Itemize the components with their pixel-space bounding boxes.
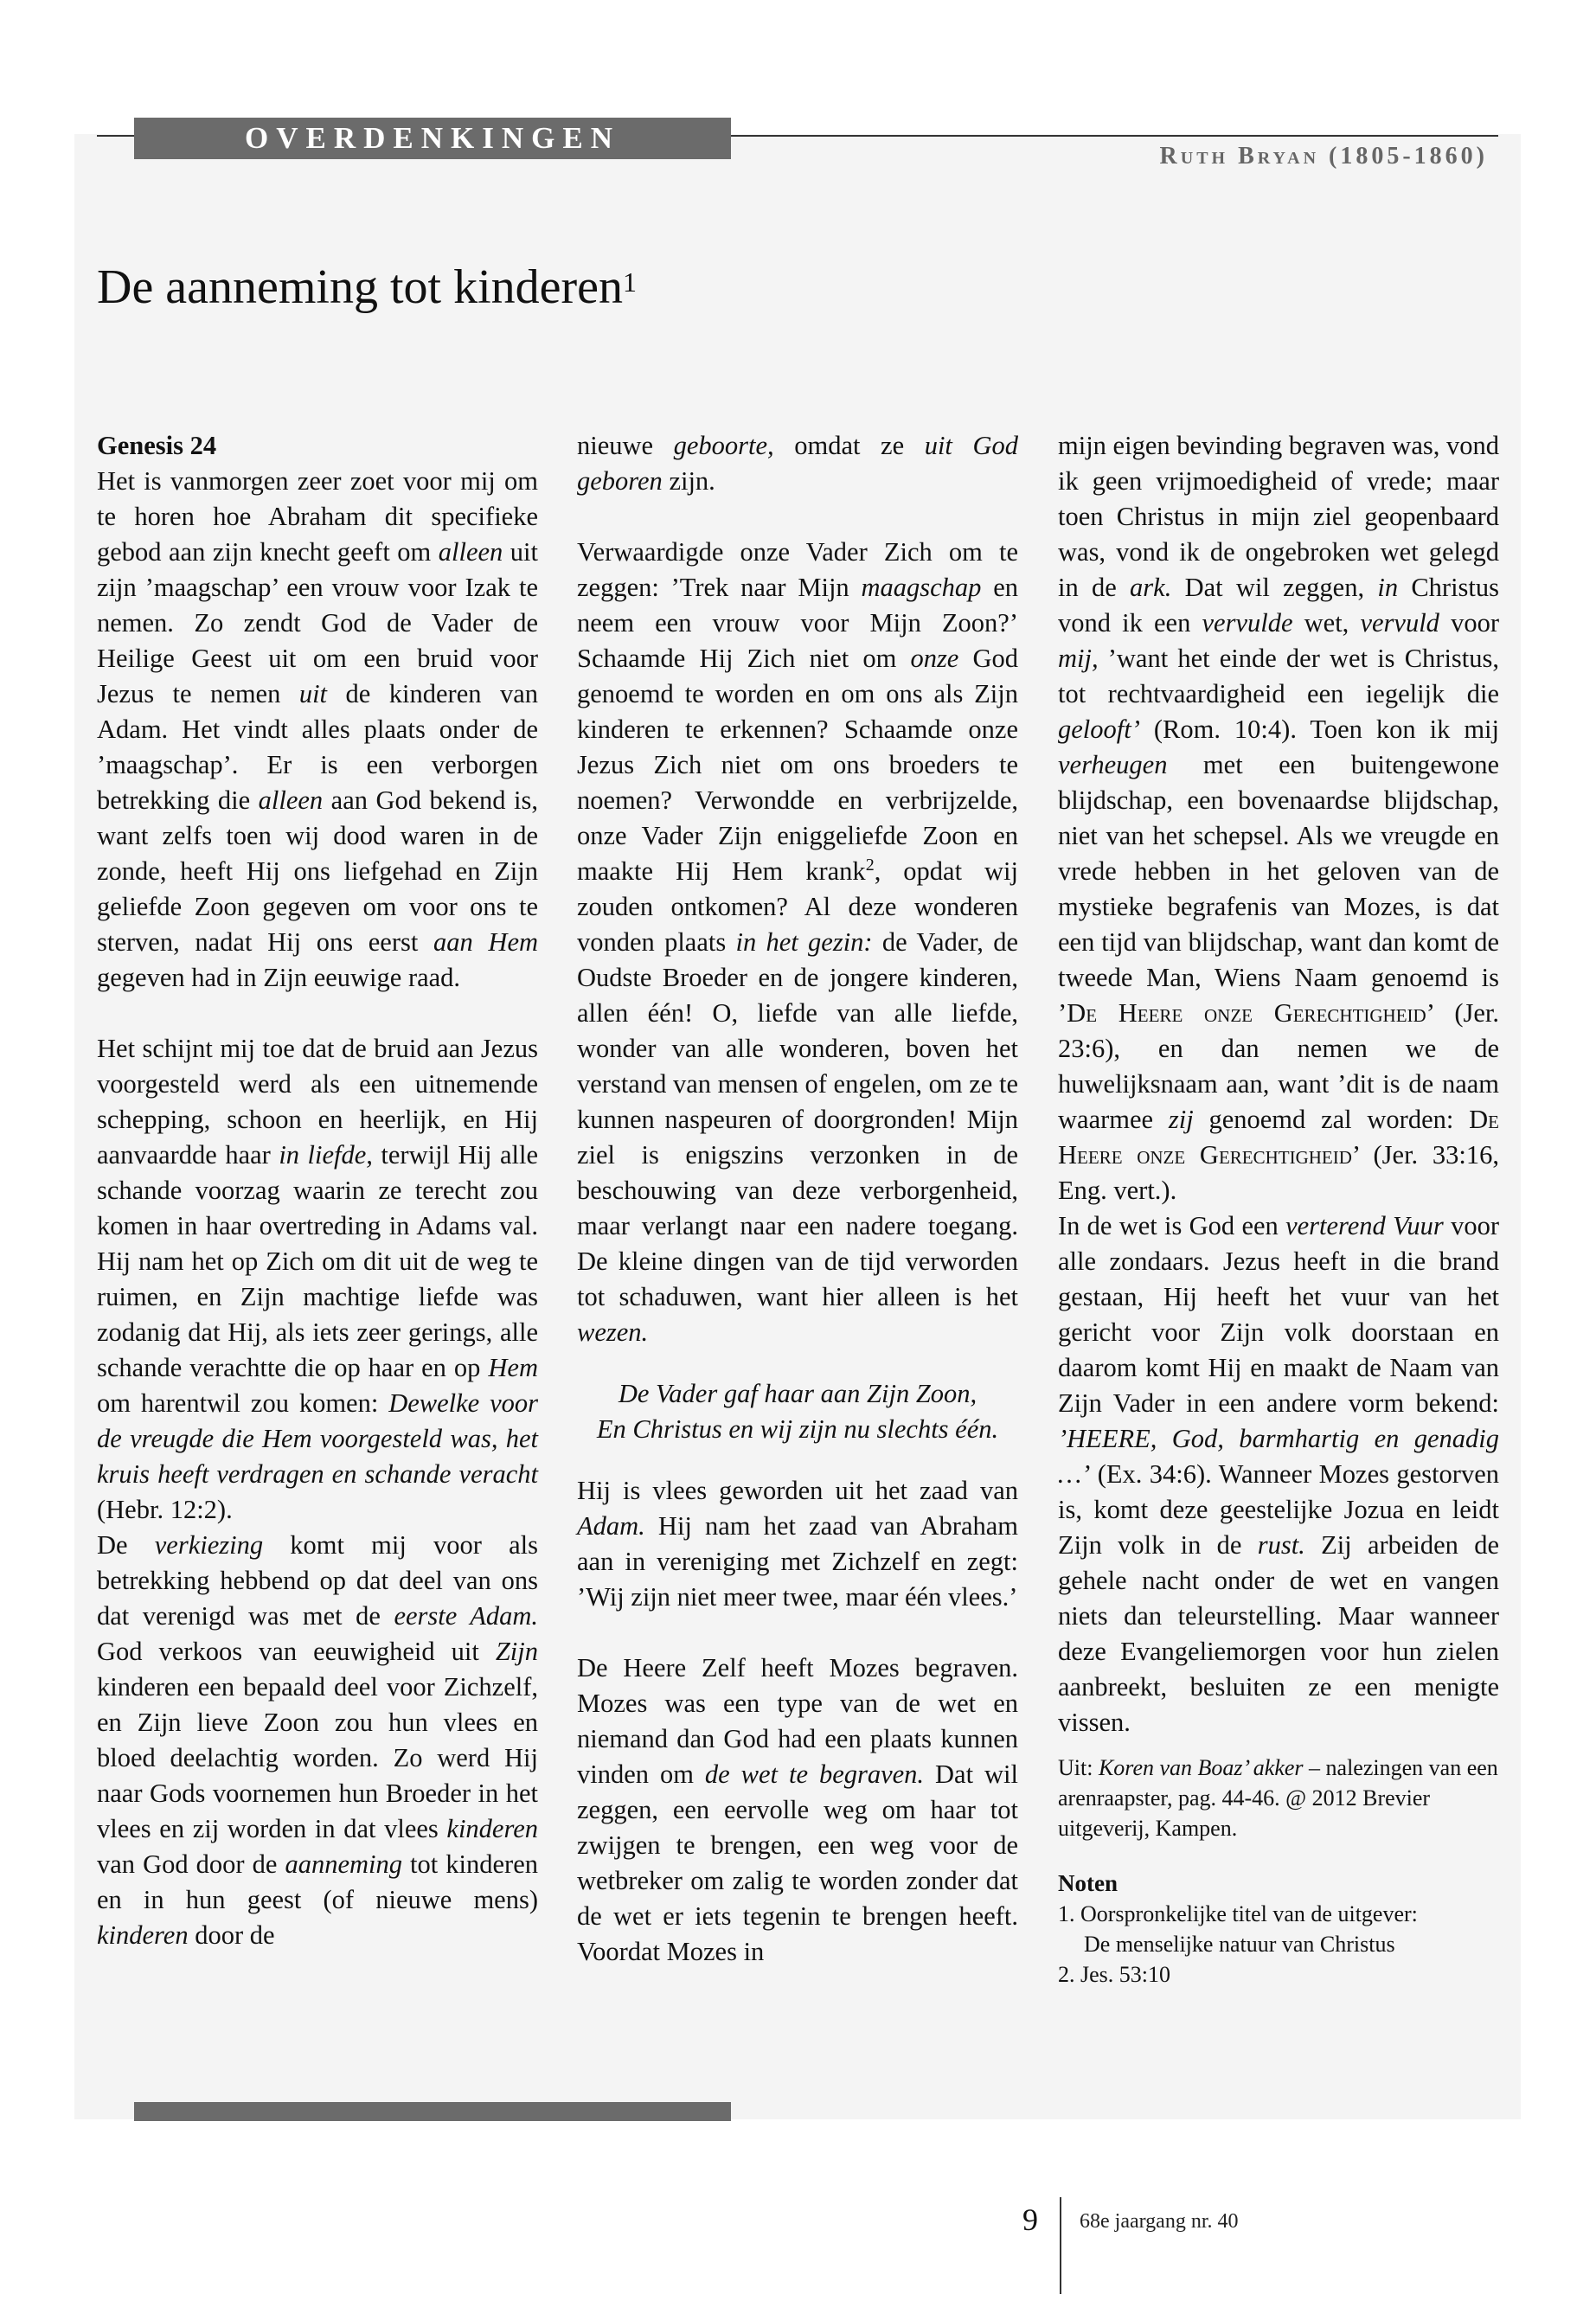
source-credit: Uit: Koren van Boaz’ akker – nalezingen van een arenraapster, pag. 44-46. @ 2012 Brevier uitgeverij, Kampen. [1058, 1755, 1498, 1841]
paragraph: mijn eigen bevinding begraven was, vond ik geen vrijmoedigheid of vrede; maar toen Christus in mijn ziel geopenbaard was, vond ik de ongebroken wet gelegd in de ark. Dat wil zeggen, in Christus vond ik een vervulde wet, vervuld voor mij, ’want het einde der wet is Christus, tot rechtvaardigheid een iegelijk die gelooft’ (Rom. 10:4). Toen kon ik mij verheugen met een buitengewone blijdschap, een bovenaardse blijdschap, niet van het schepsel. Als we vreugde en vrede hebben in het geloven van de mystieke begrafenis van Mozes, is dat een tijd van blijdschap, want dan komt de tweede Man, Wiens Naam genoemd is ’De Heere onze Gerechtigheid’ (Jer. 23:6), en dan nemen we de huwelijksnaam aan, want ’dit is de naam waarmee zij genoemd zal worden: De Heere onze Gerechtigheid’ (Jer. 33:16, Eng. vert.). [1058, 431, 1500, 1205]
paragraph: In de wet is God een verterend Vuur voor alle zondaars. Jezus heeft in die brand gestaan, Hij heeft het vuur van het gericht voor Zijn volk doorstaan en daarom komt Hij en maakt de Naam van Zijn Vader in een andere vorm bekend: ’HEERE, God, barmhartig en genadig …’ (Ex. 34:6). Wanneer Mozes gestorven is, komt deze geestelijke Jozua en leidt Zijn volk in de rust. Zij arbeiden de gehele nacht onder de wet en vangen niets dan teleurstelling. Maar wanneer deze Evangeliemorgen voor hun zielen aanbreekt, besluiten ze een menigte vissen. [1058, 1211, 1499, 1737]
author-byline: Ruth Bryan (1805-1860) [1159, 143, 1488, 170]
article-column-2 [577, 428, 1018, 1970]
journal-issue: 68e jaargang nr. 40 [1080, 2210, 1239, 2233]
title-footnote-marker: 1 [623, 266, 638, 298]
poem-line: En Christus en wij zijn nu slechts één. [596, 1414, 999, 1444]
paragraph: Het schijnt mij toe dat de bruid aan Jezus voorgesteld werd als een uitnemende schepping, schoon en heerlijk, en Hij aanvaardde haar in liefde, terwijl Hij alle schande voorzag waarin ze terecht zou komen in haar overtreding in Adams val. Hij nam het op Zich om dit uit de weg te ruimen, en Zijn machtige liefde was zodanig dat Hij, als iets zeer gerings, alle schande verachtte die op haar en op Hem om harentwil zou komen: Dewelke voor de vreugde die Hem voorgesteld was, het kruis heeft verdragen en schande veracht (Hebr. 12:2). [97, 1034, 538, 1524]
scripture-reference: Genesis 24 [97, 431, 217, 460]
page-number: 9 [1022, 2202, 1038, 2237]
paragraph: Hij is vlees geworden uit het zaad van Adam. Hij nam het zaad van Abraham aan in vereniging met Zichzelf en zegt: ’Wij zijn niet meer twee, maar één vlees.’ [577, 1476, 1018, 1612]
paragraph: Verwaardigde onze Vader Zich om te zeggen: ’Trek naar Mijn maagschap en neem een vrouw voor Mijn Zoon?’ Schaamde Hij Zich niet om onze God genoemd te worden en om ons als Zijn kinderen te erkennen? Schaamde onze Jezus Zich niet om ons broeders te noemen? Verwondde en verbrijzelde, onze Vader Zijn eniggeliefde Zoon en maakte Hij Hem krank$^2$, opdat wij zouden ontkomen? Al deze wonderen vonden plaats in het gezin: de Vader, de Oudste Broeder en de jongere kinderen, allen één! O, liefde van alle liefde, wonder van alle wonderen, boven het verstand van mensen of engelen, om ze te kunnen naspeuren of doorgronden! Mijn ziel is enigszins verzonken in de beschouwing van deze verborgenheid, maar verlangt naar een nadere toegang. De kleine dingen van de tijd verworden tot schaduwen, want hier alleen is het wezen. [577, 537, 1018, 1347]
notes-heading: Noten [1058, 1870, 1118, 1896]
paragraph: De Heere Zelf heeft Mozes begraven. Mozes was een type van de wet en niemand dan God had een plaats kunnen vinden om de wet te begraven. Dat wil zeggen, een eervolle weg om haar tot zwijgen te brengen, een weg voor de wetbreker om zalig te worden zonder dat de wet er iets tegenin te brengen heeft. Voordat Mozes in [577, 1653, 1018, 1966]
article-title-text: De aanneming tot kinderen [97, 260, 624, 314]
poem-quote [577, 1376, 1018, 1447]
footnotes [1058, 1899, 1499, 1990]
section-label: OVERDENKINGEN [134, 118, 731, 159]
footnote-item-continued: De menselijke natuur van Christus [1084, 1932, 1395, 1957]
poem-line: De Vader gaf haar aan Zijn Zoon, [618, 1379, 977, 1408]
footer-separator [1060, 2197, 1061, 2294]
article-column-3 [1058, 428, 1499, 1990]
article-title [97, 260, 637, 315]
paragraph: De verkiezing komt mij voor als betrekking hebbend op dat deel van ons dat verenigd was met de eerste Adam. God verkoos van eeuwigheid uit Zijn kinderen een bepaald deel voor Zichzelf, en Zijn lieve Zoon zou hun vlees en bloed deelachtig worden. Zo werd Hij naar Gods voornemen hun Broeder in het vlees en zij worden in dat vlees kinderen van God door de aanneming tot kinderen en in hun geest (of nieuwe mens) kinderen door de [97, 1530, 538, 1950]
paragraph: Het is vanmorgen zeer zoet voor mij om te horen hoe Abraham dit specifieke gebod aan zijn knecht geeft om alleen uit zijn ’maagschap’ een vrouw voor Izak te nemen. Zo zendt God de Vader de Heilige Geest uit om een bruid voor Jezus te nemen uit de kinderen van Adam. Het vindt alles plaats onder de ’maagschap’. Er is een verborgen betrekking die alleen aan God bekend is, want zelfs toen wij dood waren in de zonde, heeft Hij ons liefgehad en Zijn geliefde Zoon gegeven om voor ons te sterven, nadat Hij ons eerst aan Hem gegeven had in Zijn eeuwige raad. [97, 466, 539, 992]
article-column-1 [97, 428, 538, 1953]
footnote-item: 1. Oorspronkelijke titel van de uitgever: [1058, 1901, 1418, 1926]
paragraph: nieuwe geboorte, omdat ze uit God geboren zijn. [577, 431, 1018, 496]
footnote-item: 2. Jes. 53:10 [1058, 1962, 1170, 1987]
footer-bar [134, 2102, 731, 2121]
